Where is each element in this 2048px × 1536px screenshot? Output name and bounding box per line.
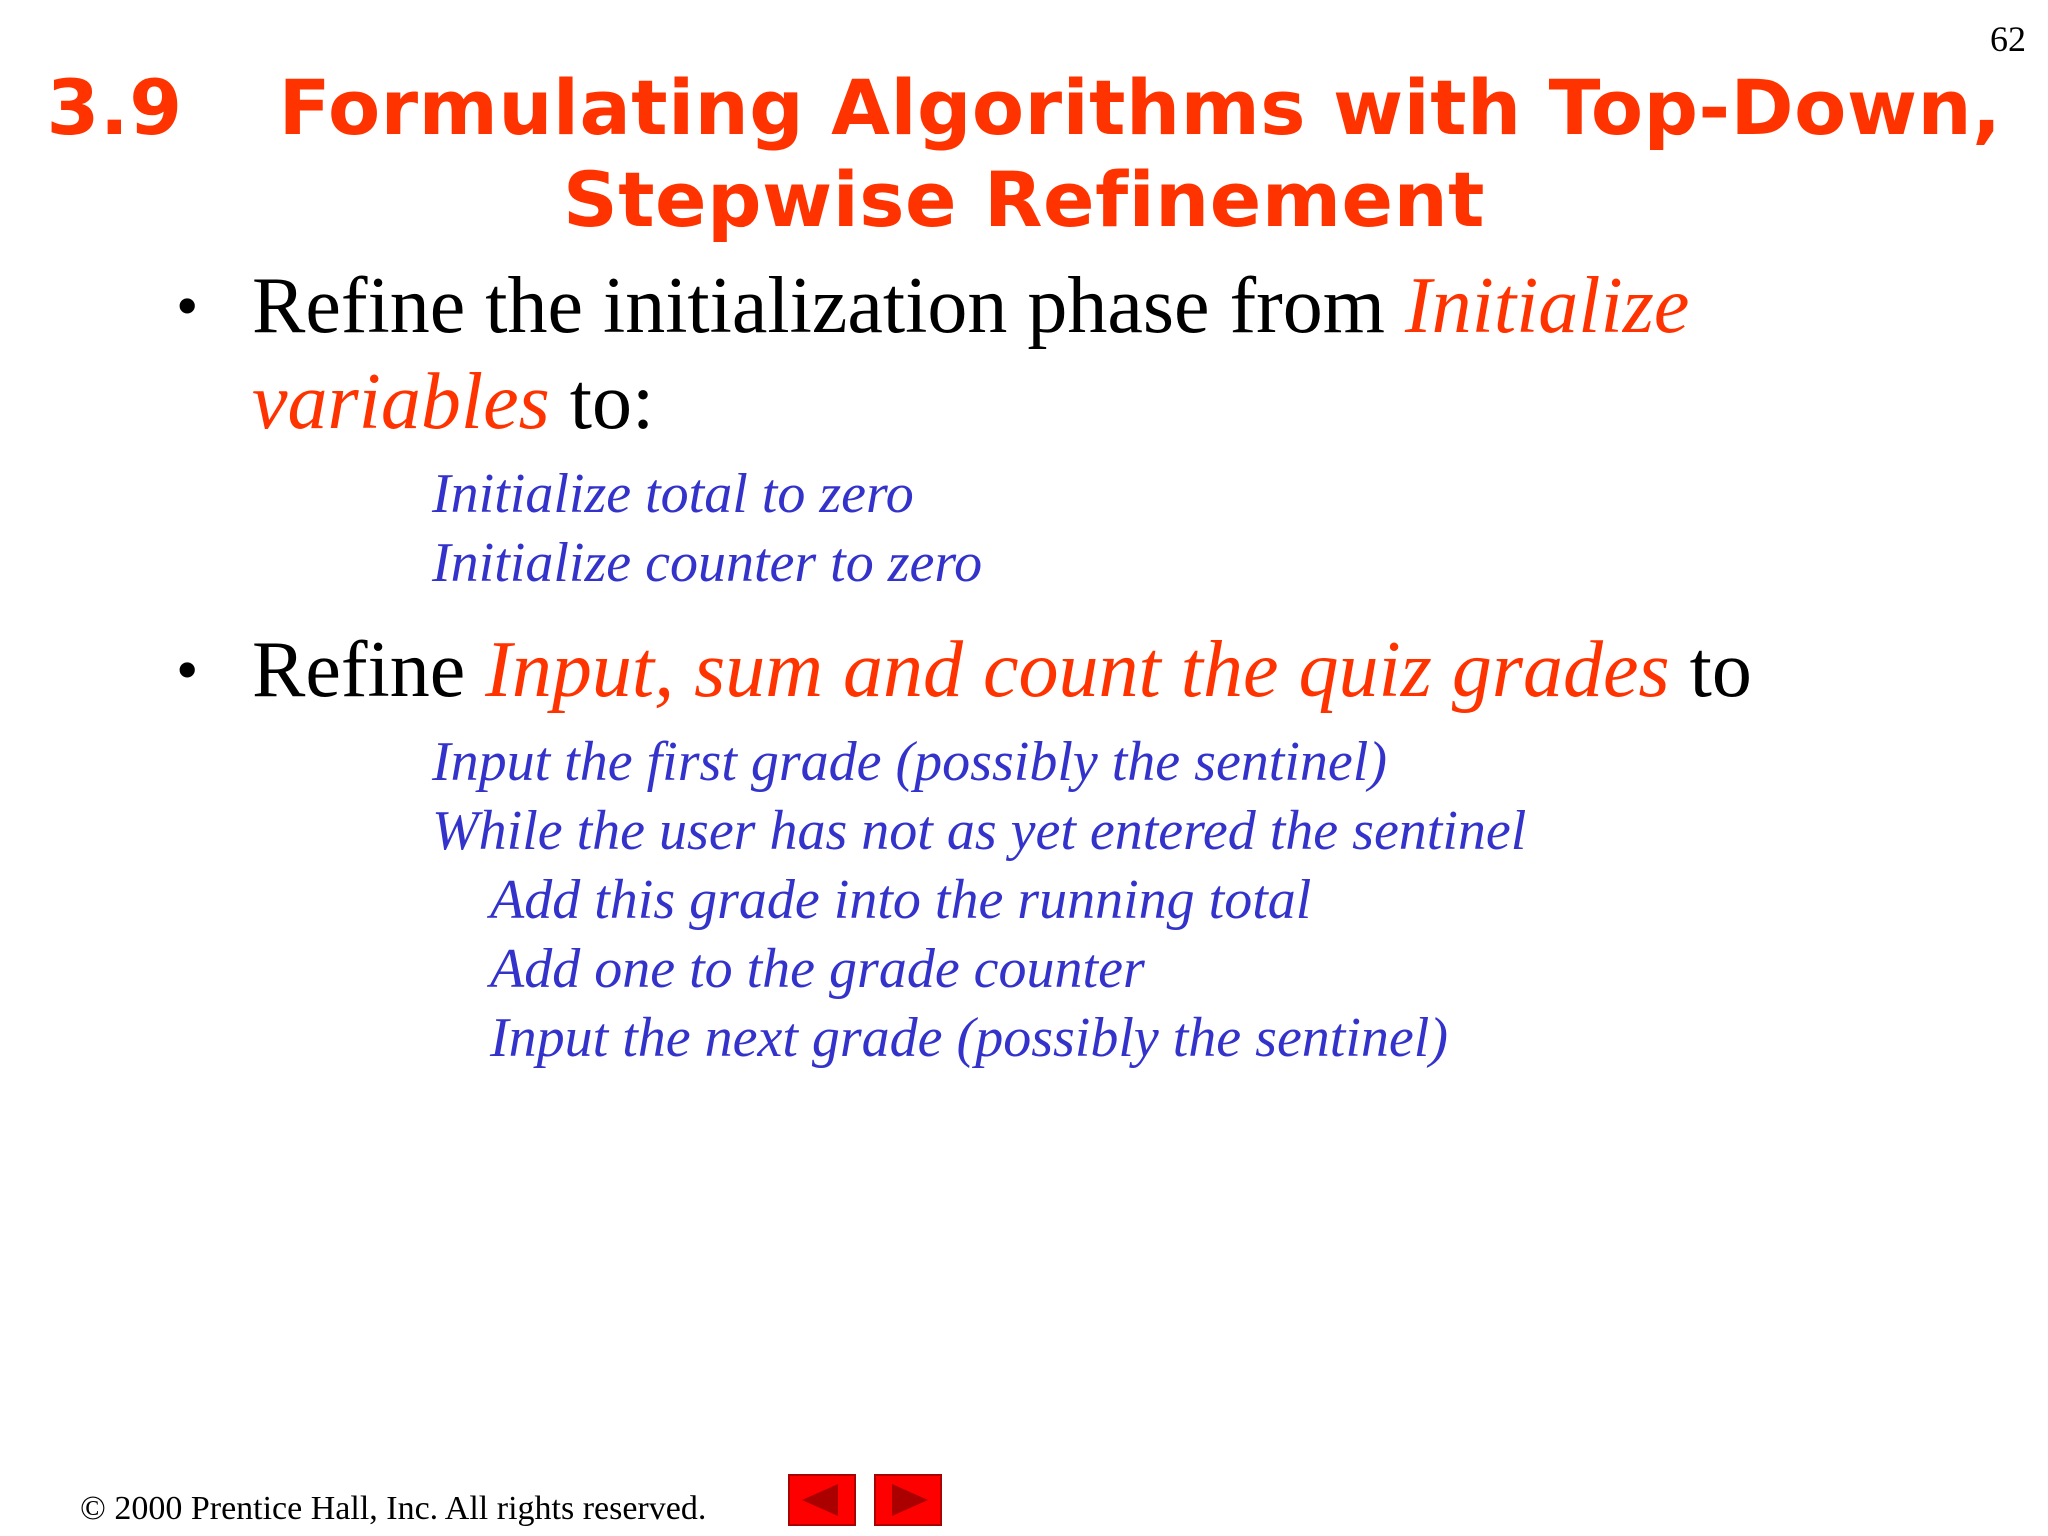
bullet-1 <box>176 258 1952 450</box>
next-slide-button[interactable] <box>874 1474 942 1526</box>
right-triangle-icon <box>876 1476 940 1524</box>
pseudocode-line: Add one to the grade counter <box>490 938 1145 1000</box>
title-line-2: Stepwise Refinement <box>562 155 1486 244</box>
slide-title <box>0 62 2048 246</box>
bullet-dot: • <box>176 634 199 705</box>
pseudocode-line: Initialize counter to zero <box>432 532 983 594</box>
title-line-1 <box>0 62 2048 154</box>
bullet-2-post: to <box>1669 626 1752 714</box>
bullet-1-highlight: Initialize variables <box>252 262 1690 446</box>
section-number: 3.9 <box>46 63 183 152</box>
copyright-footer: © 2000 Prentice Hall, Inc. All rights reserved. <box>80 1490 707 1527</box>
title-text-1: Formulating Algorithms with Top-Down, <box>278 63 2002 152</box>
pseudocode-line: Add this grade into the running total <box>490 869 1312 931</box>
bullet-1-pre: Refine the initialization phase from <box>252 262 1405 350</box>
bullet-2 <box>176 622 1952 718</box>
page-number: 62 <box>1990 19 2026 59</box>
bullet-dot: • <box>176 270 199 341</box>
pseudocode-line: Initialize total to zero <box>432 463 914 525</box>
bullet-1-post: to: <box>549 358 655 446</box>
pseudocode-line: Input the first grade (possibly the sentinel) <box>432 731 1387 793</box>
bullet-1-text <box>252 258 1952 450</box>
pseudocode-line: While the user has not as yet entered the sentinel <box>432 800 1527 862</box>
bullet-2-text <box>252 622 1952 718</box>
left-triangle-icon <box>790 1476 854 1524</box>
previous-slide-button[interactable] <box>788 1474 856 1526</box>
pseudocode-line: Input the next grade (possibly the sentinel) <box>490 1007 1448 1069</box>
bullet-2-pre: Refine <box>252 626 486 714</box>
bullet-2-highlight: Input, sum and count the quiz grades <box>485 626 1670 714</box>
